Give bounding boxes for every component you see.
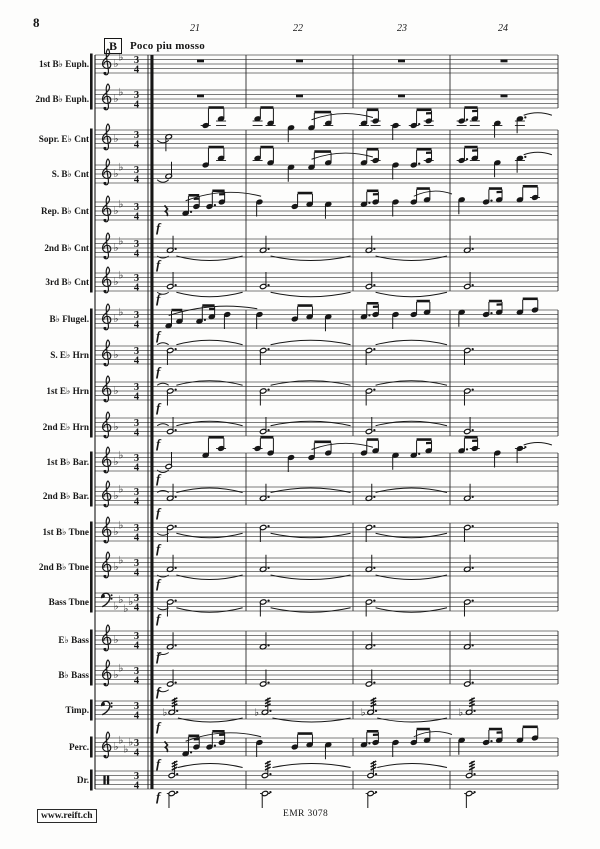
- time-signature-denominator: 4: [133, 139, 140, 151]
- instrument-label: 2nd E♭ Hrn: [42, 422, 89, 433]
- page-number: 8: [33, 15, 40, 30]
- time-signature-denominator: 4: [133, 780, 140, 792]
- dynamic-marking: f: [156, 364, 161, 379]
- dynamic-marking: f: [156, 291, 161, 306]
- dynamic-marking: f: [156, 400, 161, 415]
- instrument-label: B♭ Flugel.: [49, 314, 89, 325]
- key-signature-flat: ♭: [128, 737, 134, 749]
- key-signature-flat: ♭: [118, 270, 124, 282]
- key-signature-flat: ♭: [113, 422, 119, 433]
- instrument-label: Timp.: [65, 705, 89, 716]
- time-signature-numerator: 3: [133, 310, 140, 322]
- instrument-label: 1st B♭ Tbne: [42, 527, 89, 538]
- staff-row-7: [49, 298, 558, 344]
- dynamic-marking: f: [156, 789, 161, 804]
- staff-row-3: [52, 146, 558, 186]
- measure-number: 23: [397, 23, 407, 34]
- instrument-label: Perc.: [69, 742, 89, 753]
- time-signature-denominator: 4: [133, 174, 140, 186]
- instrument-label: 3rd B♭ Cnt: [45, 277, 89, 288]
- time-signature-denominator: 4: [133, 710, 140, 722]
- dynamic-marking: f: [156, 756, 161, 771]
- group-bracket: [90, 770, 93, 791]
- key-signature-flat: ♭: [113, 314, 119, 325]
- measure-number: 22: [293, 23, 303, 34]
- accidental-flat: ♭: [360, 707, 366, 719]
- staff-row-20: [77, 761, 558, 808]
- accidental-flat: ♭: [162, 707, 168, 719]
- time-signature-denominator: 4: [133, 496, 140, 508]
- group-bracket: [90, 700, 93, 721]
- time-signature-numerator: 3: [133, 382, 140, 394]
- time-signature-numerator: 3: [133, 631, 140, 643]
- key-signature-flat: ♭: [113, 206, 119, 217]
- time-signature-denominator: 4: [133, 567, 140, 579]
- time-signature-numerator: 3: [133, 593, 140, 605]
- key-signature-flat: ♭: [118, 520, 124, 532]
- instrument-label: 2nd B♭ Cnt: [44, 243, 89, 254]
- key-signature-flat: ♭: [118, 52, 124, 64]
- key-signature-flat: ♭: [123, 603, 129, 615]
- key-signature-flat: ♭: [128, 597, 134, 608]
- group-bracket: [90, 630, 93, 686]
- key-signature-flat: ♭: [118, 594, 124, 606]
- instrument-label: B♭ Bass: [58, 670, 89, 681]
- dynamic-marking: f: [156, 684, 161, 699]
- staff-row-11: [46, 436, 558, 486]
- dynamic-marking: f: [156, 649, 161, 664]
- time-signature-numerator: 3: [133, 487, 140, 499]
- instrument-label: 2nd B♭ Bar.: [42, 491, 89, 502]
- time-signature-denominator: 4: [133, 282, 140, 294]
- staff-row-8: [50, 340, 558, 379]
- key-signature-flat: ♭: [113, 134, 119, 145]
- time-signature-denominator: 4: [133, 747, 140, 759]
- time-signature-numerator: 3: [133, 666, 140, 678]
- instrument-label: E♭ Bass: [58, 635, 89, 646]
- instrument-label: Sopr. E♭ Cnt: [38, 134, 89, 145]
- staff-row-9: [46, 376, 558, 415]
- staff-row-15: [49, 593, 558, 626]
- instrument-label: S. E♭ Hrn: [50, 350, 89, 361]
- measure-number: 21: [190, 23, 200, 34]
- key-signature-flat: ♭: [113, 742, 119, 753]
- time-signature-numerator: 3: [133, 418, 140, 430]
- time-signature-denominator: 4: [133, 462, 140, 474]
- instrument-label: 1st E♭ Hrn: [46, 386, 89, 397]
- time-signature-numerator: 3: [133, 130, 140, 142]
- key-signature-flat: ♭: [113, 350, 119, 361]
- key-signature-flat: ♭: [118, 735, 124, 747]
- time-signature-denominator: 4: [133, 640, 140, 652]
- instrument-label: Bass Tbne: [48, 597, 89, 608]
- staff-row-0: [39, 49, 558, 76]
- key-signature-flat: ♭: [118, 162, 124, 174]
- instrument-label: 1st B♭ Euph.: [38, 59, 89, 70]
- group-bracket: [90, 452, 93, 507]
- staff-row-19: [69, 726, 558, 772]
- key-signature-flat: ♭: [113, 94, 119, 105]
- dynamic-marking: f: [156, 471, 161, 486]
- time-signature-numerator: 3: [133, 701, 140, 713]
- staff-row-13: [42, 517, 558, 556]
- time-signature-numerator: 3: [133, 239, 140, 251]
- accidental-flat: ♭: [458, 707, 464, 719]
- key-signature-flat: ♭: [123, 744, 129, 756]
- key-signature-flat: ♭: [113, 491, 119, 502]
- staff-row-1: [35, 84, 558, 111]
- time-signature-numerator: 3: [133, 202, 140, 214]
- group-bracket: [90, 309, 93, 438]
- group-bracket: [90, 54, 93, 110]
- staff-row-18: [65, 698, 558, 734]
- instrument-label: Dr.: [76, 775, 89, 786]
- key-signature-flat: ♭: [113, 277, 119, 288]
- time-signature-numerator: 3: [133, 453, 140, 465]
- time-signature-denominator: 4: [133, 675, 140, 687]
- time-signature-denominator: 4: [133, 64, 140, 76]
- measure-number: 24: [498, 23, 508, 34]
- dynamic-marking: f: [156, 541, 161, 556]
- instrument-label: 2nd B♭ Euph.: [35, 94, 89, 105]
- time-signature-denominator: 4: [133, 427, 140, 439]
- time-signature-numerator: 3: [133, 523, 140, 535]
- key-signature-flat: ♭: [113, 527, 119, 538]
- time-signature-denominator: 4: [133, 602, 140, 614]
- key-signature-flat: ♭: [118, 236, 124, 248]
- group-bracket: [90, 737, 93, 758]
- staff-row-12: [43, 481, 558, 520]
- staff-row-14: [39, 552, 558, 591]
- time-signature-numerator: 3: [133, 738, 140, 750]
- time-signature-numerator: 3: [133, 346, 140, 358]
- staff-row-17: [58, 660, 558, 699]
- key-signature-flat: ♭: [113, 169, 119, 180]
- staff-row-10: [43, 412, 558, 451]
- key-signature-flat: ♭: [118, 555, 124, 567]
- time-signature-denominator: 4: [133, 391, 140, 403]
- time-signature-denominator: 4: [133, 355, 140, 367]
- time-signature-numerator: 3: [133, 165, 140, 177]
- staff-row-16: [58, 625, 558, 664]
- accidental-flat: ♭: [254, 707, 260, 719]
- instrument-label: 1st B♭ Bar.: [46, 457, 89, 468]
- plate-number: EMR 3078: [283, 809, 329, 819]
- instrument-label: S. B♭ Cnt: [51, 169, 89, 180]
- rehearsal-mark: B: [104, 38, 122, 54]
- key-signature-flat: ♭: [113, 59, 119, 70]
- dynamic-marking: f: [156, 257, 161, 272]
- dynamic-marking: f: [156, 328, 161, 343]
- time-signature-numerator: 3: [133, 273, 140, 285]
- tempo-text: Poco piu mosso: [130, 40, 205, 52]
- time-signature-denominator: 4: [133, 248, 140, 260]
- dynamic-marking: f: [156, 220, 161, 235]
- key-signature-flat: ♭: [113, 457, 119, 468]
- key-signature-flat: ♭: [113, 562, 119, 573]
- group-bracket: [90, 522, 93, 613]
- key-signature-flat: ♭: [118, 307, 124, 319]
- key-signature-flat: ♭: [113, 243, 119, 254]
- time-signature-numerator: 3: [133, 55, 140, 67]
- dynamic-marking: f: [156, 611, 161, 626]
- key-signature-flat: ♭: [113, 386, 119, 397]
- time-signature-denominator: 4: [133, 532, 140, 544]
- staff-row-4: [41, 185, 558, 235]
- key-signature-flat: ♭: [118, 87, 124, 99]
- key-signature-flat: ♭: [113, 601, 119, 613]
- dynamic-marking: f: [156, 719, 161, 734]
- time-signature-denominator: 4: [133, 211, 140, 223]
- key-signature-flat: ♭: [113, 635, 119, 646]
- dynamic-marking: f: [156, 505, 161, 520]
- key-signature-flat: ♭: [113, 670, 119, 681]
- staff-row-6: [45, 267, 558, 306]
- staff-row-2: [39, 106, 558, 151]
- key-signature-flat: ♭: [118, 450, 124, 462]
- dynamic-marking: f: [156, 576, 161, 591]
- key-signature-flat: ♭: [118, 199, 124, 211]
- time-signature-numerator: 3: [133, 771, 140, 783]
- time-signature-denominator: 4: [133, 99, 140, 111]
- time-signature-numerator: 3: [133, 90, 140, 102]
- group-bracket: [90, 129, 93, 293]
- key-signature-flat: ♭: [118, 484, 124, 496]
- staff-row-5: [44, 233, 558, 272]
- dynamic-marking: f: [156, 436, 161, 451]
- time-signature-denominator: 4: [133, 319, 140, 331]
- instrument-label: Rep. B♭ Cnt: [41, 206, 89, 217]
- instrument-label: 2nd B♭ Tbne: [38, 562, 89, 573]
- publisher-website-link[interactable]: www.reift.ch: [37, 809, 97, 823]
- key-signature-flat: ♭: [118, 663, 124, 675]
- time-signature-numerator: 3: [133, 558, 140, 570]
